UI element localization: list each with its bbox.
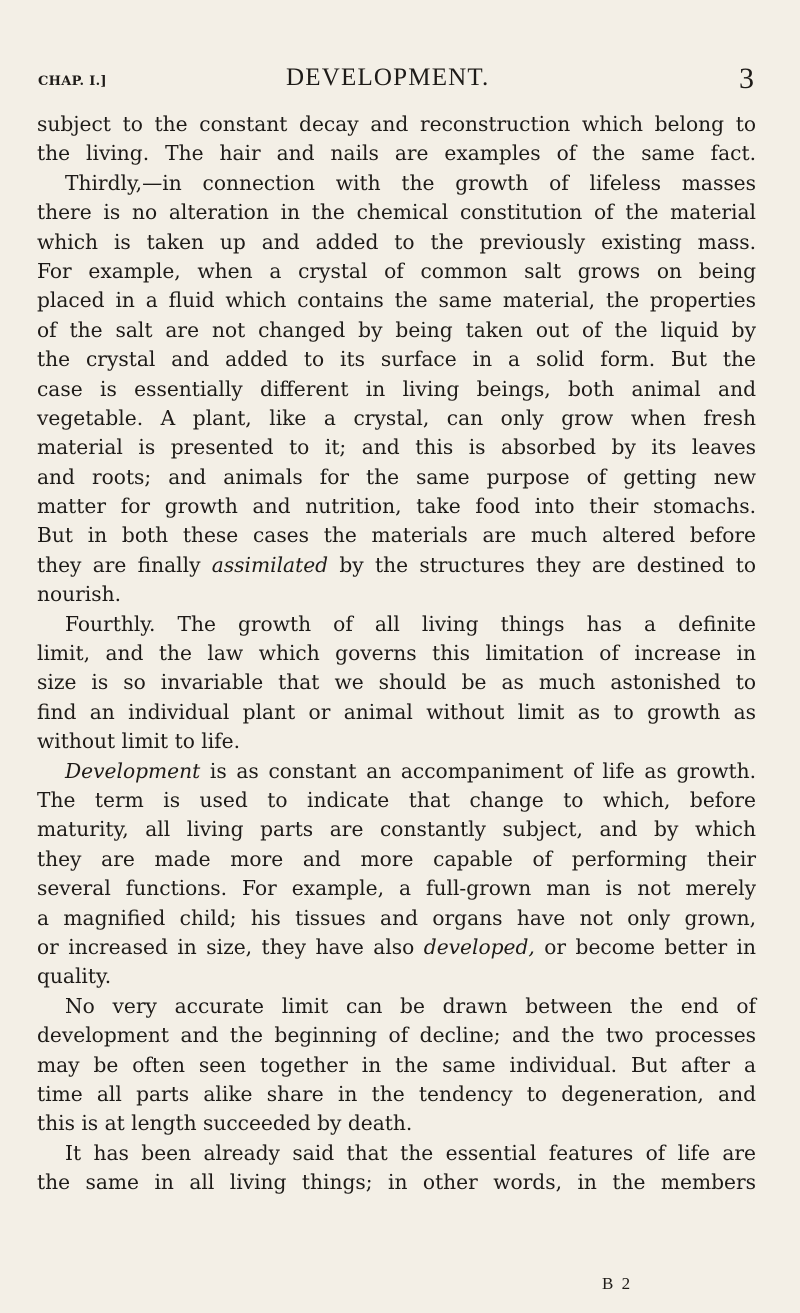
text-line: matter for growth and nutrition, take food into their stomachs. xyxy=(37,494,756,519)
text-line: limit, and the law which governs this limitation of increase in xyxy=(37,641,756,666)
text-line: The term is used to indicate that change to which, before xyxy=(37,787,756,812)
text-line: maturity, all living parts are constantly subject, and by which xyxy=(37,817,756,842)
text-line: a magnified child; his tissues and organs have not only grown, xyxy=(37,905,756,930)
text-line: Thirdly,—in connection with the growth of lifeless masses xyxy=(65,170,756,195)
text-line: No very accurate limit can be drawn between the end of xyxy=(65,993,756,1018)
text-segment: or become better in xyxy=(544,934,757,959)
text-line: this is at length succeeded by death. xyxy=(37,1111,413,1136)
text-line xyxy=(37,933,756,962)
italic-term: developed, xyxy=(423,934,535,959)
text-line xyxy=(37,757,756,786)
body-text xyxy=(37,110,756,1197)
chapter-label: CHAP. I.] xyxy=(38,74,107,89)
text-line: quality. xyxy=(37,964,112,989)
text-segment: is as constant an accompaniment of life as growth. xyxy=(209,758,757,783)
signature-mark: B 2 xyxy=(602,1274,633,1293)
text-line: Fourthly. The growth of all living things has a definite xyxy=(65,611,756,636)
italic-term: assimilated xyxy=(211,552,329,577)
text-line: several functions. For example, a full-grown man is not merely xyxy=(37,876,756,901)
running-head xyxy=(38,60,754,100)
text-line: the same in all living things; in other words, in the members xyxy=(37,1170,756,1195)
italic-term: Development xyxy=(65,758,201,783)
text-line: case is essentially different in living beings, both animal and xyxy=(37,376,756,401)
text-segment: by the structures they are destined to xyxy=(339,552,756,577)
text-line: find an individual plant or animal without limit as to growth as xyxy=(37,699,756,724)
page-title: DEVELOPMENT. xyxy=(286,64,490,91)
text-line: material is presented to it; and this is absorbed by its leaves xyxy=(37,435,756,460)
text-line: which is taken up and added to the previously existing mass. xyxy=(37,229,756,254)
text-line: placed in a fluid which contains the same material, the properties xyxy=(37,288,756,313)
page-number: 3 xyxy=(739,62,754,95)
text-segment: or increased in size, they have also xyxy=(37,934,415,959)
text-line: they are made more and more capable of performing their xyxy=(37,846,756,871)
text-line: without limit to life. xyxy=(37,729,241,754)
text-line: the crystal and added to its surface in a solid form. But the xyxy=(37,347,756,372)
text-line: subject to the constant decay and reconstruction which belong to xyxy=(37,112,756,136)
text-line: But in both these cases the materials are much altered before xyxy=(37,523,756,548)
text-line: the living. The hair and nails are examples of the same fact. xyxy=(37,141,756,166)
text-line: vegetable. A plant, like a crystal, can only grow when fresh xyxy=(37,405,756,430)
text-line: there is no alteration in the chemical constitution of the material xyxy=(37,200,756,225)
text-line: of the salt are not changed by being taken out of the liquid by xyxy=(37,317,756,342)
text-line xyxy=(37,551,756,580)
text-segment: they are finally xyxy=(37,552,201,577)
text-line: For example, when a crystal of common salt grows on being xyxy=(37,258,756,283)
text-line: and roots; and animals for the same purpose of getting new xyxy=(37,464,756,489)
text-line: size is so invariable that we should be as much astonished to xyxy=(37,670,756,695)
text-line: nourish. xyxy=(37,582,122,607)
text-line: It has been already said that the essential features of life are xyxy=(65,1140,756,1165)
text-line: development and the beginning of decline; and the two processes xyxy=(37,1023,756,1048)
text-line: time all parts alike share in the tendency to degeneration, and xyxy=(37,1081,756,1106)
text-line: may be often seen together in the same individual. But after a xyxy=(37,1052,756,1077)
